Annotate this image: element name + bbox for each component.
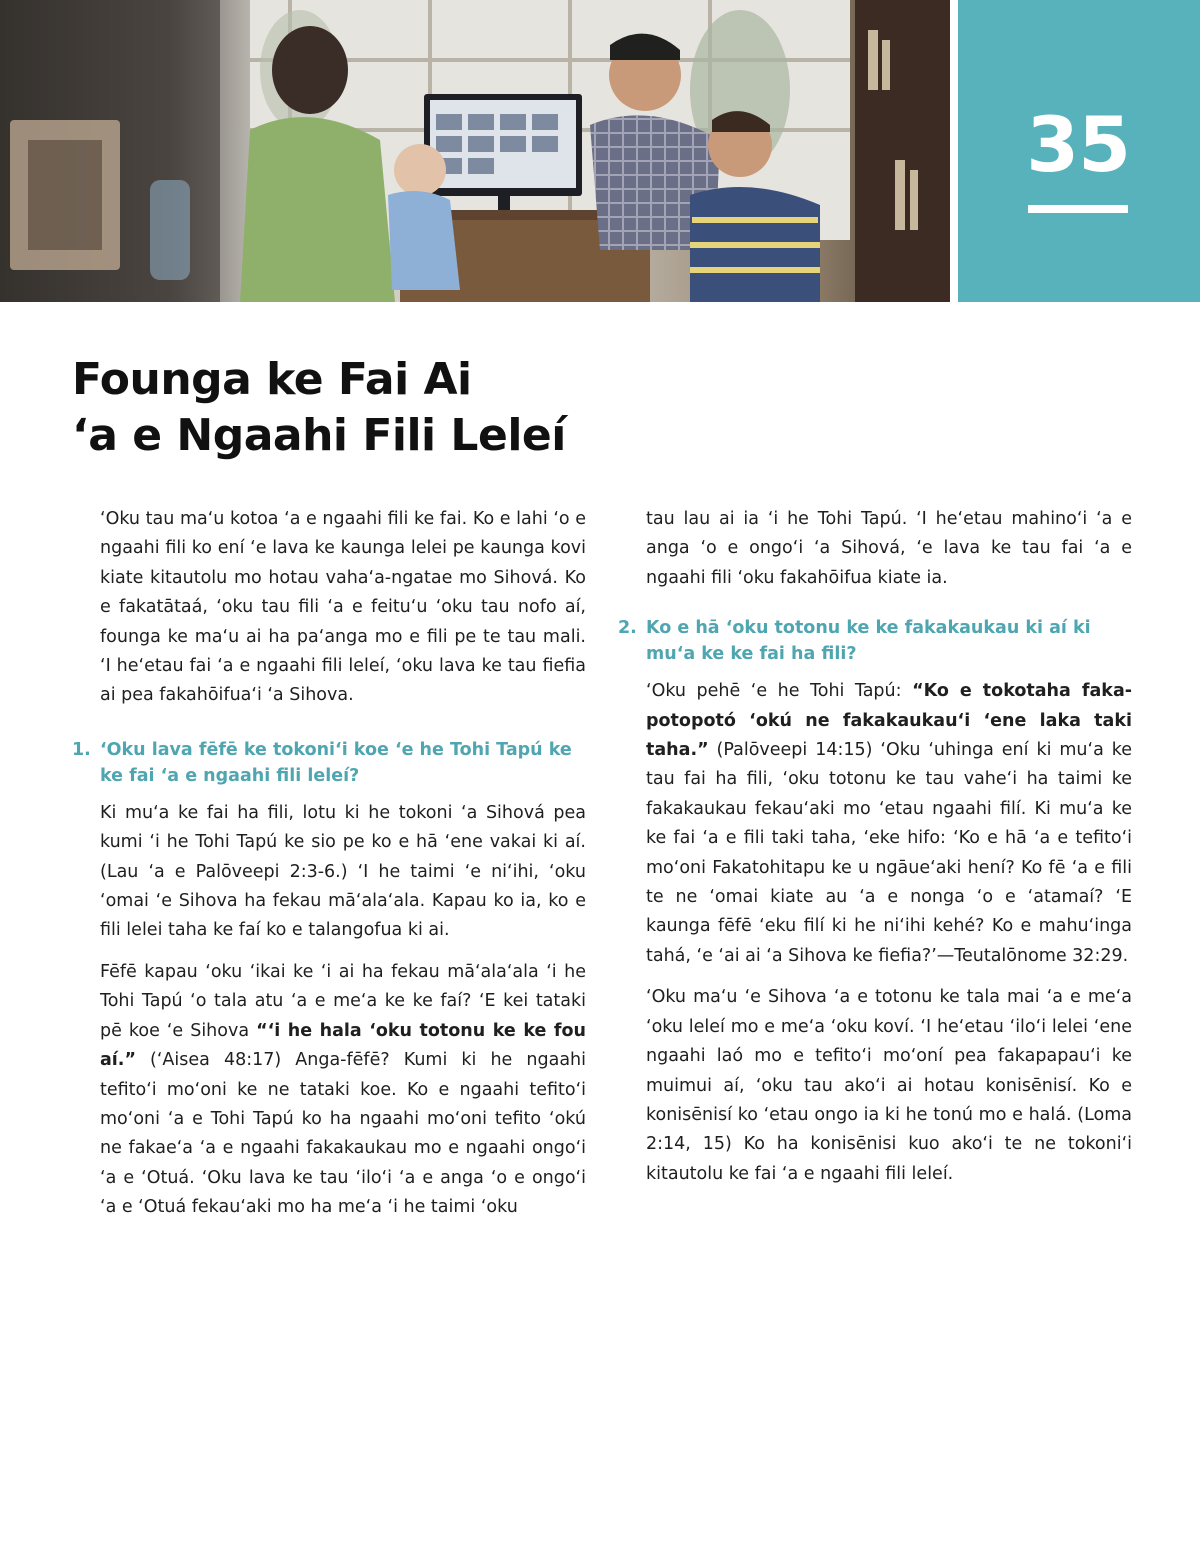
page-title	[72, 352, 632, 464]
section-1-paragraph-2-continued: tau lau ai ia ‘i he Tohi Tapú. ‘I he‘etau mahino‘i ‘a e anga ‘o e ongo‘i ‘a Sihová, ‘e lava ke tau fai ‘a e ngaahi fili ‘oku fakahōifua kiate ia.	[646, 509, 1132, 588]
section-1-paragraph-1: Ki mu‘a ke fai ha fili, lotu ki he tokoni ‘a Sihová pea kumi ‘i he Tohi Tapú ke sio pe ko e hā ‘ene vakai ki aí. (Lau ‘a e Palōveepi 2:3-6.) ‘I he taimi ‘e ni‘ihi, ‘oku ‘omai ‘e Sihova ha fekau mā‘ala‘ala. Kapau ko ia, ko e fili lelei taha ke faí ko e talangofua ki ai.	[100, 802, 586, 941]
question-1-number: 1.	[72, 739, 91, 760]
section-2-paragraph-1-text-b: (Palōveepi 14:15) ‘Oku ‘uhinga ení ki mu‘a ke tau fai ha fili, ‘oku totonu ke tau vahe‘i ha taimi ke fakakaukau fekau‘aki mo ‘etau ngaahi filí. Ki mu‘a ke ke fai ‘a e fili taki taha, ‘eke hifo: ‘Ko e hā ‘a e tefito‘i mo‘oni Fakatohitapu ke u ngāue‘aki hení? Ko fē ‘a e fili te ne ‘omai kiate au ‘a e nonga ‘o e ‘atamaí? ‘E kaunga fēfē ‘eku filí ki he ni‘ihi kehé? Ko e mahu‘inga tahá, ‘e ‘ai ai ‘a Sihova ke fiefia?’—Teutalōnome 32:29.	[646, 740, 1132, 966]
left-column	[72, 505, 586, 1235]
family-computer-illustration	[0, 0, 950, 302]
header-photo	[0, 0, 950, 302]
section-2-paragraph-1	[646, 677, 1132, 971]
section-2-paragraph-1-text-a: ‘Oku pehē ‘e he Tohi Tapú:	[646, 681, 913, 702]
section-1-paragraph-2	[100, 958, 586, 1223]
section-2-paragraph-2: ‘Oku ma‘u ‘e Sihova ‘a e totonu ke tala mai ‘a e me‘a ‘oku leleí mo e me‘a ‘oku koví. ‘I he‘etau ‘ilo‘i lelei ‘ene ngaahi laó mo e tefito‘i mo‘oní pea fakapapau‘i ke muimui aí, ‘oku tau ako‘i ai hotau konisēnisí. Ko e konisēnisí ko ‘etau ongo ia ki he tonú mo e halá. (Loma 2:14, 15) Ko ha konisēnisi kuo ako‘i te ne tokoni‘i kitautolu ke fai ‘a e ngaahi fili leleí.	[646, 987, 1132, 1184]
chapter-rule	[1028, 205, 1128, 213]
scripture-quote-isaiah: “‘i he hala ‘oku totonu ke ke fou aí.”	[100, 1020, 586, 1071]
intro-paragraph: ‘Oku tau ma‘u kotoa ‘a e ngaahi fili ke fai. Ko e lahi ‘o e ngaahi fili ko ení ‘e lava ke kaunga lelei pe kaunga kovi kiate kitautolu mo hotau vaha‘a-ngatae mo Sihová. Ko e fakatātaá, ‘oku tau fili ‘a e feitu‘u ‘oku tau nofo aí, founga ke ma‘u ai ha pa‘anga mo e fili pe te tau mali. ‘I he‘etau fai ‘a e ngaahi fili leleí, ‘oku lava ke tau fiefia ai pea fakahōifua‘i ‘a Sihova.	[100, 509, 586, 706]
scripture-quote-proverbs: “Ko e tokotaha faka-potopotó ‘okú ne fakakaukau‘i ‘ene laka taki taha.”	[646, 681, 1133, 761]
right-column	[618, 505, 1133, 1201]
page-title-line-2: ‘a e Ngaahi Fili Leleí	[72, 410, 566, 461]
chapter-number: 35	[1026, 100, 1130, 189]
question-1-text: ‘Oku lava fēfē ke tokoni‘i koe ‘e he Tohi Tapú ke ke fai ‘a e ngaahi fili leleí?	[100, 739, 572, 786]
section-1-paragraph-2-text-b: (‘Aisea 48:17) Anga-fēfē? Kumi ki he ngaahi tefito‘i mo‘oni ke ne tataki koe. Ko e ngaahi tefito‘i mo‘oni ‘a e Tohi Tapú ko ha ngaahi mo‘oni tefito ‘okú ne fakae‘a ‘a e ngaahi fakakaukau mo e ngaahi ongo‘i ‘a e ‘Otuá. ‘Oku lava ke tau ‘ilo‘i ‘a e anga ‘o e ongo‘i ‘a e ‘Otuá fekau‘aki mo ha me‘a ‘i he taimi ‘oku	[100, 1050, 586, 1218]
question-1	[72, 737, 586, 789]
question-2	[618, 615, 1132, 667]
page-title-line-1: Founga ke Fai Ai	[72, 354, 472, 405]
chapter-box	[958, 0, 1200, 302]
section-1-paragraph-2-text-a: Fēfē kapau ‘oku ‘ikai ke ‘i ai ha fekau mā‘ala‘ala ‘i he Tohi Tapú ‘o tala atu ‘a e me‘a ke ke faí? ‘E kei tataki pē koe ‘e Sihova	[100, 961, 586, 1041]
question-2-number: 2.	[618, 618, 637, 639]
question-2-text: Ko e hā ‘oku totonu ke ke fakakaukau ki aí ki mu‘a ke ke fai ha fili?	[646, 618, 1091, 665]
